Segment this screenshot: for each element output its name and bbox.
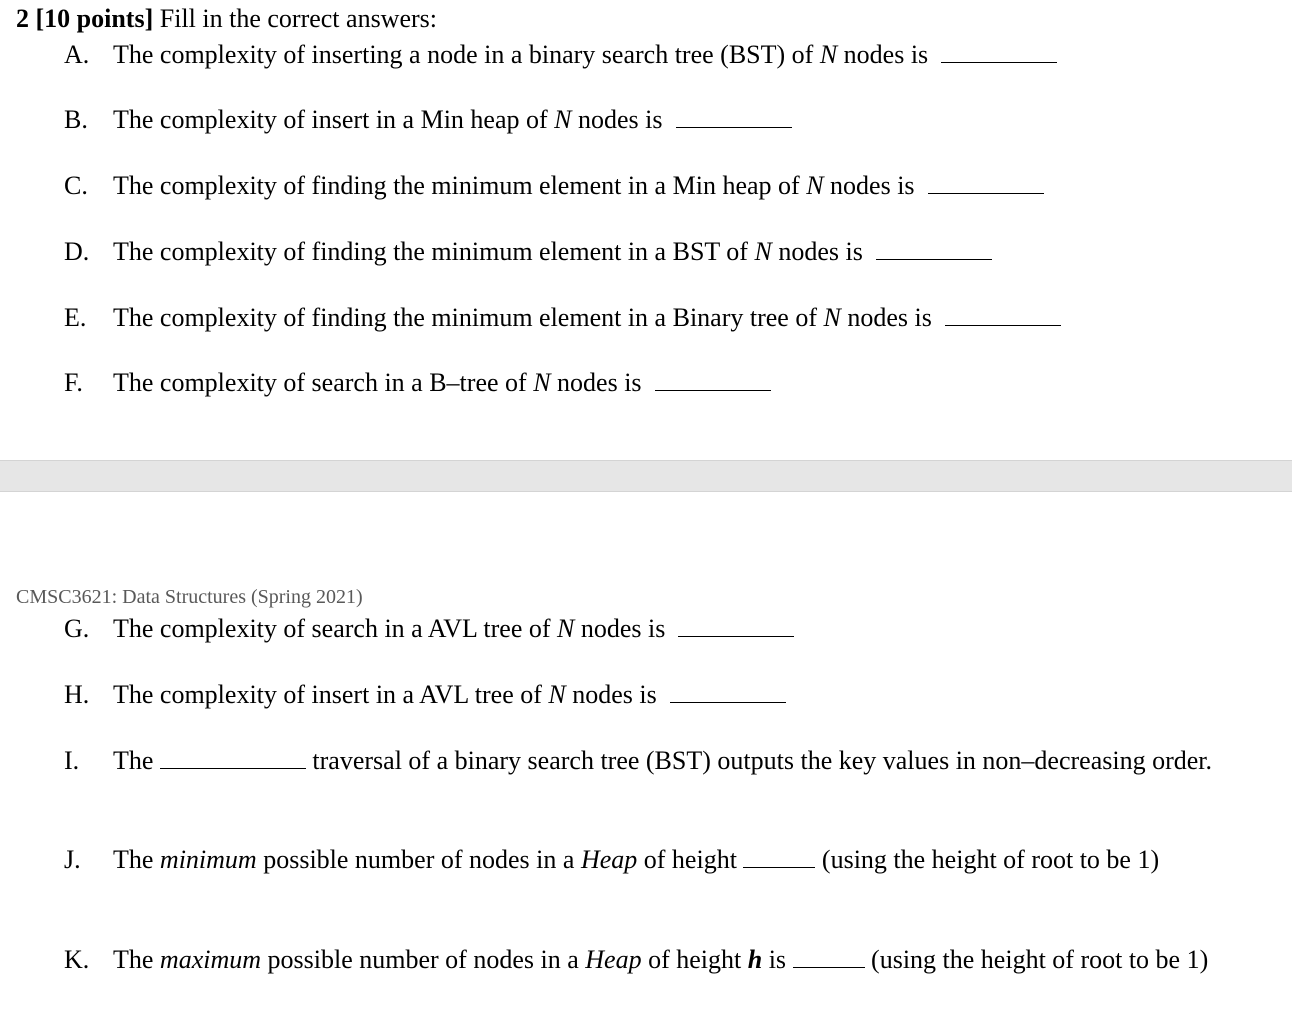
page-break-divider xyxy=(0,460,1292,492)
answer-blank[interactable] xyxy=(743,845,815,868)
item-text: The complexity of inserting a node in a binary search tree (BST) of N nodes is xyxy=(113,38,1057,71)
answer-blank[interactable] xyxy=(945,303,1061,326)
item-text: The complexity of finding the minimum element in a Binary tree of N nodes is xyxy=(113,301,1061,334)
answer-blank[interactable] xyxy=(876,237,992,260)
item-text: The complexity of insert in a Min heap of N nodes is xyxy=(113,103,792,136)
answer-blank[interactable] xyxy=(941,40,1057,63)
item-text: The complexity of finding the minimum element in a BST of N nodes is xyxy=(113,235,992,268)
answer-blank[interactable] xyxy=(670,680,786,703)
answer-blank[interactable] xyxy=(160,746,306,769)
item-letter: I. xyxy=(64,746,80,775)
answer-blank[interactable] xyxy=(655,368,771,391)
item-text: The complexity of search in a B–tree of N nodes is xyxy=(113,366,771,399)
question-points: [10 points] xyxy=(35,4,154,33)
item-text: The minimum possible number of nodes in a Heap of height (using the height of root to be 1) xyxy=(113,845,1160,874)
item-letter: H. xyxy=(64,680,90,709)
item-letter: A. xyxy=(64,40,90,69)
page-header: CMSC3621: Data Structures (Spring 2021) xyxy=(16,586,363,608)
answer-blank[interactable] xyxy=(793,945,865,968)
answer-blank[interactable] xyxy=(678,614,794,637)
item-text: The maximum possible number of nodes in a Heap of height h is (using the height of root to be 1) xyxy=(113,945,1209,974)
question-number: 2 xyxy=(16,4,29,33)
question-title xyxy=(16,4,437,34)
item-text: The complexity of search in a AVL tree of N nodes is xyxy=(113,612,794,645)
item-letter: C. xyxy=(64,171,88,200)
item-text: The traversal of a binary search tree (BST) outputs the key values in non–decreasing order. xyxy=(113,746,1212,775)
answer-blank[interactable] xyxy=(928,171,1044,194)
item-letter: B. xyxy=(64,105,88,134)
item-letter: K. xyxy=(64,945,90,974)
item-letter: F. xyxy=(64,368,83,397)
item-text: The complexity of finding the minimum element in a Min heap of N nodes is xyxy=(113,169,1044,202)
item-letter: E. xyxy=(64,303,87,332)
item-text: The complexity of insert in a AVL tree of N nodes is xyxy=(113,678,786,711)
item-letter: G. xyxy=(64,614,90,643)
answer-blank[interactable] xyxy=(676,105,792,128)
item-letter: D. xyxy=(64,237,90,266)
question-instruction: Fill in the correct answers: xyxy=(159,4,438,33)
item-letter: J. xyxy=(64,845,81,874)
